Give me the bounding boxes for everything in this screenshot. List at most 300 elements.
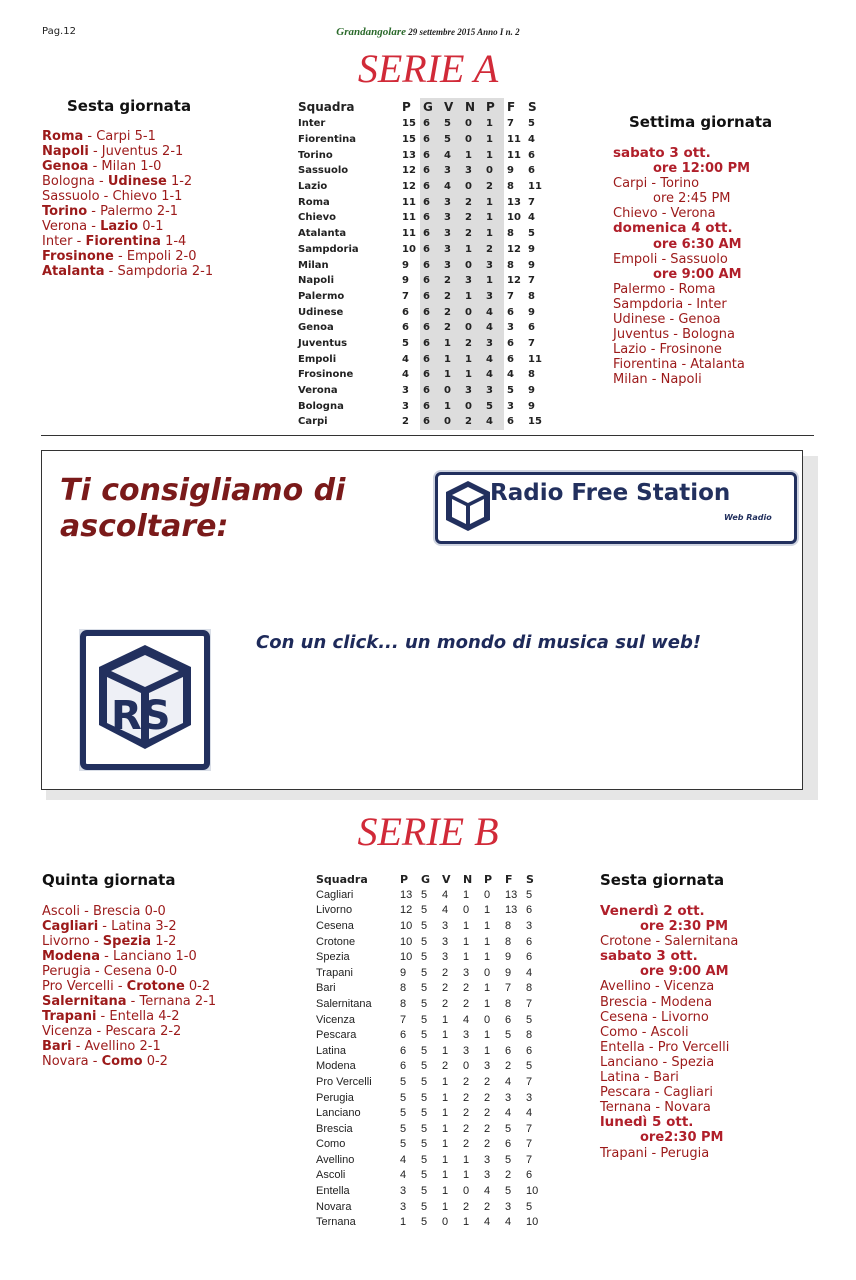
team-name: Spezia — [316, 951, 350, 964]
stat-cell: 2 — [505, 1169, 512, 1182]
stat-cell: 9 — [528, 385, 535, 397]
stat-cell: 6 — [402, 322, 409, 334]
fixture-match: Sampdoria - Inter — [613, 296, 727, 312]
stat-cell: 6 — [420, 257, 441, 273]
stat-cell: 2 — [463, 1091, 470, 1104]
stat-cell: 4 — [484, 1216, 491, 1229]
match-score: 1-2 — [170, 174, 193, 189]
team-name: Crotone — [316, 935, 356, 948]
stat-cell: 12 — [400, 904, 413, 917]
team-name: Pescara — [316, 1029, 357, 1042]
stat-cell: 5 — [421, 1107, 428, 1120]
team-name: Novara — [316, 1200, 352, 1213]
column-header: N — [463, 872, 473, 886]
home-team: Pro Vercelli — [42, 979, 114, 994]
away-team: Empoli — [126, 249, 172, 264]
match-score: 5-1 — [134, 129, 156, 144]
stat-cell: 11 — [402, 212, 416, 224]
fixture-match: Entella - Pro Vercelli — [600, 1039, 730, 1055]
team-name: Latina — [316, 1044, 346, 1057]
stat-cell: 2 — [442, 982, 449, 995]
table-header-row — [313, 871, 544, 887]
stat-cell: 6 — [420, 132, 441, 148]
stat-cell: 1 — [442, 1091, 449, 1104]
table-row — [313, 1183, 544, 1199]
team-name: Torino — [298, 149, 333, 161]
table-row — [295, 414, 546, 430]
match-score: 2-0 — [175, 249, 197, 264]
stat-cell: 1 — [463, 1153, 470, 1166]
table-row — [313, 1105, 544, 1121]
stat-cell: 4 — [400, 1153, 407, 1166]
stat-cell: 6 — [400, 1029, 407, 1042]
home-team: Frosinone — [42, 249, 114, 264]
match-score: 0-1 — [142, 219, 164, 234]
fixture-day: Venerdì 2 ott. — [600, 903, 705, 919]
stat-cell: 5 — [507, 385, 514, 397]
stat-cell: 2 — [441, 273, 462, 289]
stat-cell: 0 — [484, 888, 491, 901]
column-header: P — [483, 98, 504, 116]
home-team: Bologna — [42, 174, 95, 189]
stat-cell: 10 — [526, 1216, 539, 1229]
stat-cell: 6 — [526, 1044, 533, 1057]
away-team: Latina — [111, 919, 152, 934]
stat-cell: 8 — [505, 935, 512, 948]
table-row — [295, 320, 546, 336]
stat-cell: 7 — [505, 982, 512, 995]
table-row — [313, 1027, 544, 1043]
stat-cell: 0 — [463, 1185, 470, 1198]
stat-cell: 2 — [462, 336, 483, 352]
table-row — [313, 949, 544, 965]
table-row — [295, 367, 546, 383]
stat-cell: 15 — [402, 134, 416, 146]
table-row — [295, 116, 546, 132]
stat-cell: 0 — [462, 304, 483, 320]
stat-cell: 5 — [421, 888, 428, 901]
stat-cell: 6 — [402, 306, 409, 318]
stat-cell: 6 — [526, 935, 533, 948]
team-name: Fiorentina — [298, 134, 357, 146]
stat-cell: 0 — [442, 1216, 449, 1229]
home-team: Salernitana — [42, 994, 127, 1009]
stat-cell: 3 — [441, 210, 462, 226]
serie-b-results-list — [42, 904, 216, 1069]
away-team: Crotone — [126, 979, 185, 994]
stat-cell: 3 — [400, 1200, 407, 1213]
stat-cell: 1 — [462, 367, 483, 383]
team-name: Palermo — [298, 290, 345, 302]
fixture-match: Fiorentina - Atalanta — [613, 357, 745, 373]
team-name: Frosinone — [298, 369, 354, 381]
stat-cell: 5 — [400, 1122, 407, 1135]
stat-cell: 8 — [505, 919, 512, 932]
stat-cell: 1 — [462, 242, 483, 258]
column-header: V — [442, 872, 451, 886]
fixture-match: Cesena - Livorno — [600, 1009, 709, 1025]
match-score: 0-2 — [146, 1054, 168, 1069]
stat-cell: 1 — [484, 1029, 491, 1042]
home-team: Perugia — [42, 964, 91, 979]
serie-a-results-title: Sesta giornata — [67, 97, 192, 115]
match-score: 3-2 — [155, 919, 177, 934]
fixture-day: sabato 3 ott. — [613, 145, 711, 161]
table-row — [295, 163, 546, 179]
stat-cell: 6 — [507, 416, 514, 428]
stat-cell: 2 — [462, 194, 483, 210]
fixture-match: Chievo - Verona — [613, 206, 716, 222]
home-team: Trapani — [42, 1009, 97, 1024]
stat-cell: 1 — [442, 1044, 449, 1057]
stat-cell: 9 — [400, 966, 407, 979]
stat-cell: 5 — [421, 982, 428, 995]
result-row: Verona - Lazio 0-1 — [42, 219, 164, 234]
team-name: Roma — [298, 196, 330, 208]
table-row — [313, 996, 544, 1012]
stat-cell: 3 — [526, 919, 533, 932]
table-row — [313, 1043, 544, 1059]
stat-cell: 2 — [483, 179, 504, 195]
stat-cell: 5 — [526, 1200, 533, 1213]
stat-cell: 4 — [463, 1013, 470, 1026]
stat-cell: 1 — [483, 210, 504, 226]
away-team: Udinese — [107, 174, 167, 189]
away-team: Sampdoria — [117, 264, 188, 279]
publication-name: Grandangolare — [336, 26, 406, 38]
stat-cell: 3 — [463, 1029, 470, 1042]
stat-cell: 1 — [483, 116, 504, 132]
result-row: Salernitana - Ternana 2-1 — [42, 994, 217, 1009]
result-row: Modena - Lanciano 1-0 — [42, 949, 197, 964]
stat-cell: 6 — [420, 320, 441, 336]
stat-cell: 9 — [402, 259, 409, 271]
stat-cell: 10 — [402, 243, 416, 255]
stat-cell: 1 — [462, 289, 483, 305]
stat-cell: 11 — [507, 134, 521, 146]
stat-cell: 2 — [402, 416, 409, 428]
stat-cell: 5 — [421, 919, 428, 932]
stat-cell: 6 — [420, 226, 441, 242]
stat-cell: 7 — [526, 1153, 533, 1166]
stat-cell: 11 — [402, 196, 416, 208]
team-name: Genoa — [298, 322, 334, 334]
stat-cell: 2 — [463, 997, 470, 1010]
result-row: Ascoli - Brescia 0-0 — [42, 904, 166, 919]
result-row: Livorno - Spezia 1-2 — [42, 934, 177, 949]
stat-cell: 0 — [462, 320, 483, 336]
logo-letter-r: RS — [111, 693, 171, 739]
stat-cell: 3 — [484, 1169, 491, 1182]
team-name: Avellino — [316, 1153, 355, 1166]
serie-b-fixtures-list — [600, 904, 738, 1161]
stat-cell: 13 — [505, 888, 518, 901]
result-row: Frosinone - Empoli 2-0 — [42, 249, 197, 264]
stat-cell: 1 — [463, 935, 470, 948]
team-name: Perugia — [316, 1091, 354, 1104]
table-row — [295, 336, 546, 352]
home-team: Inter — [42, 234, 73, 249]
team-name: Verona — [298, 385, 338, 397]
home-team: Verona — [42, 219, 88, 234]
stat-cell: 5 — [400, 1075, 407, 1088]
stat-cell: 6 — [528, 149, 535, 161]
table-row — [295, 147, 546, 163]
stat-cell: 1 — [442, 1169, 449, 1182]
stat-cell: 5 — [421, 1075, 428, 1088]
table-row — [295, 351, 546, 367]
stat-cell: 8 — [507, 259, 514, 271]
stat-cell: 6 — [507, 353, 514, 365]
fixture-match: Pescara - Cagliari — [600, 1085, 713, 1101]
stat-cell: 6 — [420, 383, 441, 399]
stat-cell: 1 — [442, 1107, 449, 1120]
column-header: N — [462, 98, 483, 116]
issue-number: n. 2 — [505, 27, 520, 37]
stat-cell: 5 — [526, 1013, 533, 1026]
stat-cell: 7 — [528, 337, 535, 349]
stat-cell: 6 — [505, 1138, 512, 1151]
stat-cell: 1 — [462, 351, 483, 367]
stat-cell: 13 — [507, 196, 521, 208]
team-name: Pro Vercelli — [316, 1075, 372, 1088]
stat-cell: 3 — [462, 383, 483, 399]
stat-cell: 2 — [483, 242, 504, 258]
match-score: 1-2 — [155, 934, 177, 949]
stat-cell: 11 — [528, 353, 542, 365]
stat-cell: 6 — [420, 414, 441, 430]
match-score: 1-1 — [161, 189, 183, 204]
stat-cell: 2 — [484, 1075, 491, 1088]
home-team: Ascoli — [42, 904, 80, 919]
match-score: 2-2 — [160, 1024, 182, 1039]
team-name: Entella — [316, 1185, 350, 1198]
table-row — [313, 934, 544, 950]
stat-cell: 1 — [442, 1029, 449, 1042]
banner-brand-text: Radio Free Station — [490, 480, 731, 506]
stat-cell: 6 — [420, 289, 441, 305]
stat-cell: 4 — [507, 369, 514, 381]
stat-cell: 6 — [420, 194, 441, 210]
table-row — [295, 398, 546, 414]
stat-cell: 2 — [441, 304, 462, 320]
stat-cell: 8 — [528, 369, 535, 381]
stat-cell: 6 — [420, 242, 441, 258]
stat-cell: 0 — [462, 116, 483, 132]
stat-cell: 4 — [505, 1216, 512, 1229]
column-header: P — [400, 872, 409, 886]
stat-cell: 9 — [507, 165, 514, 177]
stat-cell: 0 — [462, 179, 483, 195]
stat-cell: 7 — [526, 1075, 533, 1088]
team-name: Salernitana — [316, 997, 372, 1010]
stat-cell: 5 — [421, 1185, 428, 1198]
fixture-time: ore 2:30 PM — [640, 919, 729, 935]
home-team: Novara — [42, 1054, 89, 1069]
column-header: Squadra — [316, 872, 368, 886]
table-row — [295, 132, 546, 148]
match-score: 2-1 — [162, 144, 184, 159]
team-name: Lanciano — [316, 1107, 361, 1120]
table-row — [295, 304, 546, 320]
stat-cell: 2 — [441, 289, 462, 305]
issue-date: 29 settembre 2015 Anno — [408, 27, 498, 37]
table-row — [295, 273, 546, 289]
stat-cell: 5 — [421, 1060, 428, 1073]
stat-cell: 5 — [421, 951, 428, 964]
column-header: V — [441, 98, 462, 116]
away-team: Carpi — [96, 129, 131, 144]
stat-cell: 5 — [483, 398, 504, 414]
stat-cell: 12 — [507, 275, 521, 287]
serie-b-title: SERIE B — [357, 809, 499, 854]
stat-cell: 7 — [528, 196, 535, 208]
stat-cell: 6 — [526, 1169, 533, 1182]
stat-cell: 3 — [505, 1091, 512, 1104]
stat-cell: 6 — [507, 337, 514, 349]
stat-cell: 9 — [528, 243, 535, 255]
ad-headline-line2: ascoltare: — [60, 509, 229, 544]
stat-cell: 5 — [421, 1169, 428, 1182]
result-row: Genoa - Milan 1-0 — [42, 159, 162, 174]
match-score: 1-0 — [175, 949, 197, 964]
fixture-match: Crotone - Salernitana — [600, 934, 739, 950]
team-name: Bari — [316, 982, 336, 995]
column-header: F — [505, 872, 513, 886]
stat-cell: 5 — [400, 1107, 407, 1120]
home-team: Cagliari — [42, 919, 99, 934]
team-name: Inter — [298, 118, 326, 130]
stat-cell: 3 — [483, 383, 504, 399]
stat-cell: 8 — [526, 982, 533, 995]
away-team: Como — [101, 1054, 143, 1069]
table-row — [313, 1074, 544, 1090]
match-score: 0-2 — [188, 979, 211, 994]
serie-b-standings-table — [313, 871, 544, 1230]
away-team: Spezia — [102, 934, 152, 949]
stat-cell: 6 — [400, 1044, 407, 1057]
stat-cell: 6 — [420, 210, 441, 226]
stat-cell: 1 — [484, 982, 491, 995]
stat-cell: 7 — [402, 290, 409, 302]
stat-cell: 6 — [505, 1013, 512, 1026]
table-row — [313, 1012, 544, 1028]
stat-cell: 4 — [483, 320, 504, 336]
stat-cell: 5 — [526, 1060, 533, 1073]
home-team: Sassuolo — [42, 189, 100, 204]
stat-cell: 5 — [505, 1029, 512, 1042]
result-row: Napoli - Juventus 2-1 — [42, 144, 184, 159]
stat-cell: 3 — [402, 385, 409, 397]
table-row — [295, 179, 546, 195]
stat-cell: 2 — [442, 997, 449, 1010]
stat-cell: 1 — [442, 1185, 449, 1198]
stat-cell: 5 — [421, 1200, 428, 1213]
fixture-time: ore 9:00 AM — [640, 964, 729, 980]
result-row: Novara - Como 0-2 — [42, 1054, 168, 1069]
stat-cell: 2 — [463, 1138, 470, 1151]
fixture-match: Carpi - Torino — [613, 176, 700, 192]
result-row: Atalanta - Sampdoria 2-1 — [42, 264, 214, 279]
away-team: Ternana — [139, 994, 191, 1009]
stat-cell: 12 — [507, 243, 521, 255]
column-header: G — [420, 98, 441, 116]
stat-cell: 10 — [400, 935, 413, 948]
stat-cell: 4 — [526, 1107, 533, 1120]
result-row: Vicenza - Pescara 2-2 — [42, 1024, 182, 1039]
stat-cell: 5 — [400, 1091, 407, 1104]
stat-cell: 5 — [421, 904, 428, 917]
stat-cell: 5 — [505, 1185, 512, 1198]
stat-cell: 7 — [507, 118, 514, 130]
home-team: Roma — [42, 129, 84, 144]
fixture-match: Lazio - Frosinone — [613, 342, 722, 358]
rfs-logo[interactable] — [79, 629, 211, 771]
stat-cell: 1 — [463, 951, 470, 964]
stat-cell: 0 — [463, 904, 470, 917]
fixture-match: Trapani - Perugia — [600, 1145, 710, 1161]
team-name: Napoli — [298, 275, 335, 287]
stat-cell: 4 — [528, 212, 535, 224]
away-team: Palermo — [100, 204, 153, 219]
stat-cell: 6 — [420, 147, 441, 163]
stat-cell: 4 — [442, 904, 449, 917]
stat-cell: 0 — [484, 966, 491, 979]
stat-cell: 5 — [400, 1138, 407, 1151]
stat-cell: 5 — [528, 118, 535, 130]
stat-cell: 13 — [400, 888, 413, 901]
stat-cell: 2 — [463, 1107, 470, 1120]
result-row: Cagliari - Latina 3-2 — [42, 919, 177, 934]
stat-cell: 8 — [505, 997, 512, 1010]
stat-cell: 3 — [462, 273, 483, 289]
stat-cell: 5 — [421, 1153, 428, 1166]
stat-cell: 1 — [441, 367, 462, 383]
stat-cell: 0 — [441, 414, 462, 430]
stat-cell: 6 — [507, 306, 514, 318]
stat-cell: 2 — [463, 982, 470, 995]
stat-cell: 1 — [483, 273, 504, 289]
fixture-match: Empoli - Sassuolo — [613, 251, 728, 267]
stat-cell: 3 — [441, 257, 462, 273]
column-header: P — [402, 100, 411, 114]
stat-cell: 6 — [505, 1044, 512, 1057]
stat-cell: 9 — [528, 400, 535, 412]
fixture-match: Milan - Napoli — [613, 372, 702, 388]
away-team: Cesena — [103, 964, 152, 979]
result-row: Bologna - Udinese 1-2 — [42, 174, 193, 189]
away-team: Brescia — [92, 904, 141, 919]
match-score: 1-4 — [165, 234, 187, 249]
stat-cell: 4 — [505, 1075, 512, 1088]
table-row — [313, 981, 544, 997]
stat-cell: 3 — [507, 322, 514, 334]
match-score: 2-1 — [194, 994, 217, 1009]
match-score: 0-0 — [155, 964, 178, 979]
stat-cell: 0 — [462, 257, 483, 273]
away-team: Juventus — [101, 144, 158, 159]
fixture-day: sabato 3 ott. — [600, 948, 698, 965]
stat-cell: 5 — [505, 1122, 512, 1135]
table-row — [295, 242, 546, 258]
stat-cell: 6 — [420, 179, 441, 195]
stat-cell: 4 — [441, 179, 462, 195]
rfs-cube-icon — [444, 479, 492, 533]
stat-cell: 12 — [402, 181, 416, 193]
stat-cell: 3 — [484, 1153, 491, 1166]
match-score: 0-0 — [144, 904, 166, 919]
stat-cell: 1 — [483, 147, 504, 163]
